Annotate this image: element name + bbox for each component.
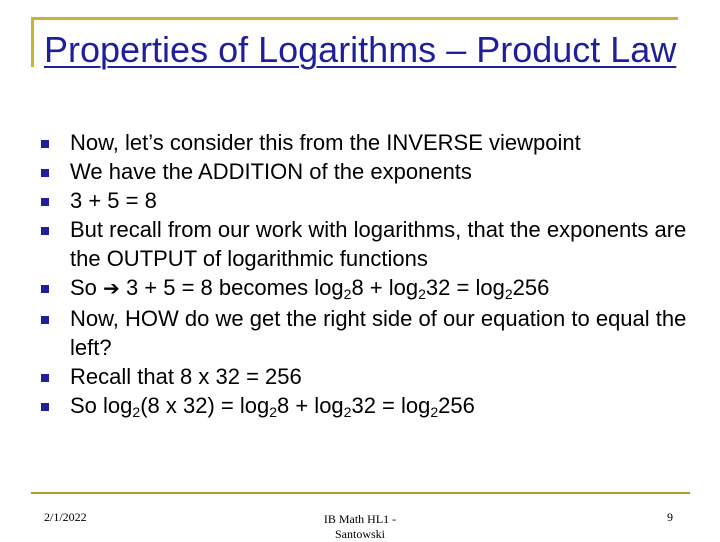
title-frame-left-line — [31, 17, 34, 67]
bullet-item — [40, 186, 700, 215]
square-bullet-icon — [41, 227, 49, 235]
square-bullet-icon — [41, 374, 49, 382]
footer-date: 2/1/2022 — [44, 510, 87, 524]
bullet-item — [40, 215, 700, 273]
bullet-text-segment: 3 + 5 = 8 becomes log — [125, 275, 344, 300]
page-number: 9 — [667, 510, 673, 524]
bullet-text-prefix: So — [70, 275, 97, 300]
log-base-subscript: 2 — [343, 404, 352, 420]
bullet-text: Now, HOW do we get the right side of our equation to equal the left? — [70, 306, 687, 360]
right-arrow-icon: ➔ — [103, 278, 120, 300]
bullet-text-segment: 32 = log — [351, 393, 431, 418]
bullet-text-segment: 8 + log — [277, 393, 344, 418]
bullet-item — [40, 157, 700, 186]
bullet-text: Now, let’s consider this from the INVERSE viewpoint — [70, 130, 581, 155]
square-bullet-icon — [41, 403, 49, 411]
log-base-subscript: 2 — [418, 286, 426, 302]
bullet-text: But recall from our work with logarithms, that the exponents are the OUTPUT of logarithmic functions — [70, 217, 687, 271]
log-base-subscript: 2 — [132, 404, 141, 420]
square-bullet-icon — [41, 198, 49, 206]
log-base-subscript: 2 — [504, 286, 513, 302]
bullet-text: 3 + 5 = 8 — [70, 188, 157, 213]
log-base-subscript: 2 — [430, 404, 439, 420]
bullet-text: We have the ADDITION of the exponents — [70, 159, 472, 184]
bullet-text: Recall that 8 x 32 = 256 — [70, 364, 302, 389]
footer-course-label: IB Math HL1 - Santowski — [323, 512, 397, 541]
bullet-item — [40, 304, 700, 362]
square-bullet-icon — [41, 169, 49, 177]
bullet-text-segment: (8 x 32) = log — [140, 393, 270, 418]
square-bullet-icon — [41, 285, 49, 293]
bullet-item — [40, 273, 700, 304]
bullet-text-segment: So log — [70, 393, 133, 418]
bullet-text-segment: 256 — [438, 393, 475, 418]
title-frame-top-line — [31, 17, 678, 20]
bullet-text-segment: 256 — [512, 275, 550, 300]
bullet-list — [40, 128, 700, 420]
bullet-item — [40, 362, 700, 391]
square-bullet-icon — [41, 140, 49, 148]
log-base-subscript: 2 — [269, 404, 277, 420]
log-base-subscript: 2 — [343, 286, 352, 302]
footer-divider — [31, 492, 690, 494]
bullet-item — [40, 391, 700, 420]
bullet-text-segment: 8 + log — [351, 275, 419, 300]
bullet-text-segment: 32 = log — [425, 275, 505, 300]
square-bullet-icon — [41, 316, 49, 324]
bullet-item — [40, 128, 700, 157]
slide-title: Properties of Logarithms – Product Law — [44, 29, 677, 70]
